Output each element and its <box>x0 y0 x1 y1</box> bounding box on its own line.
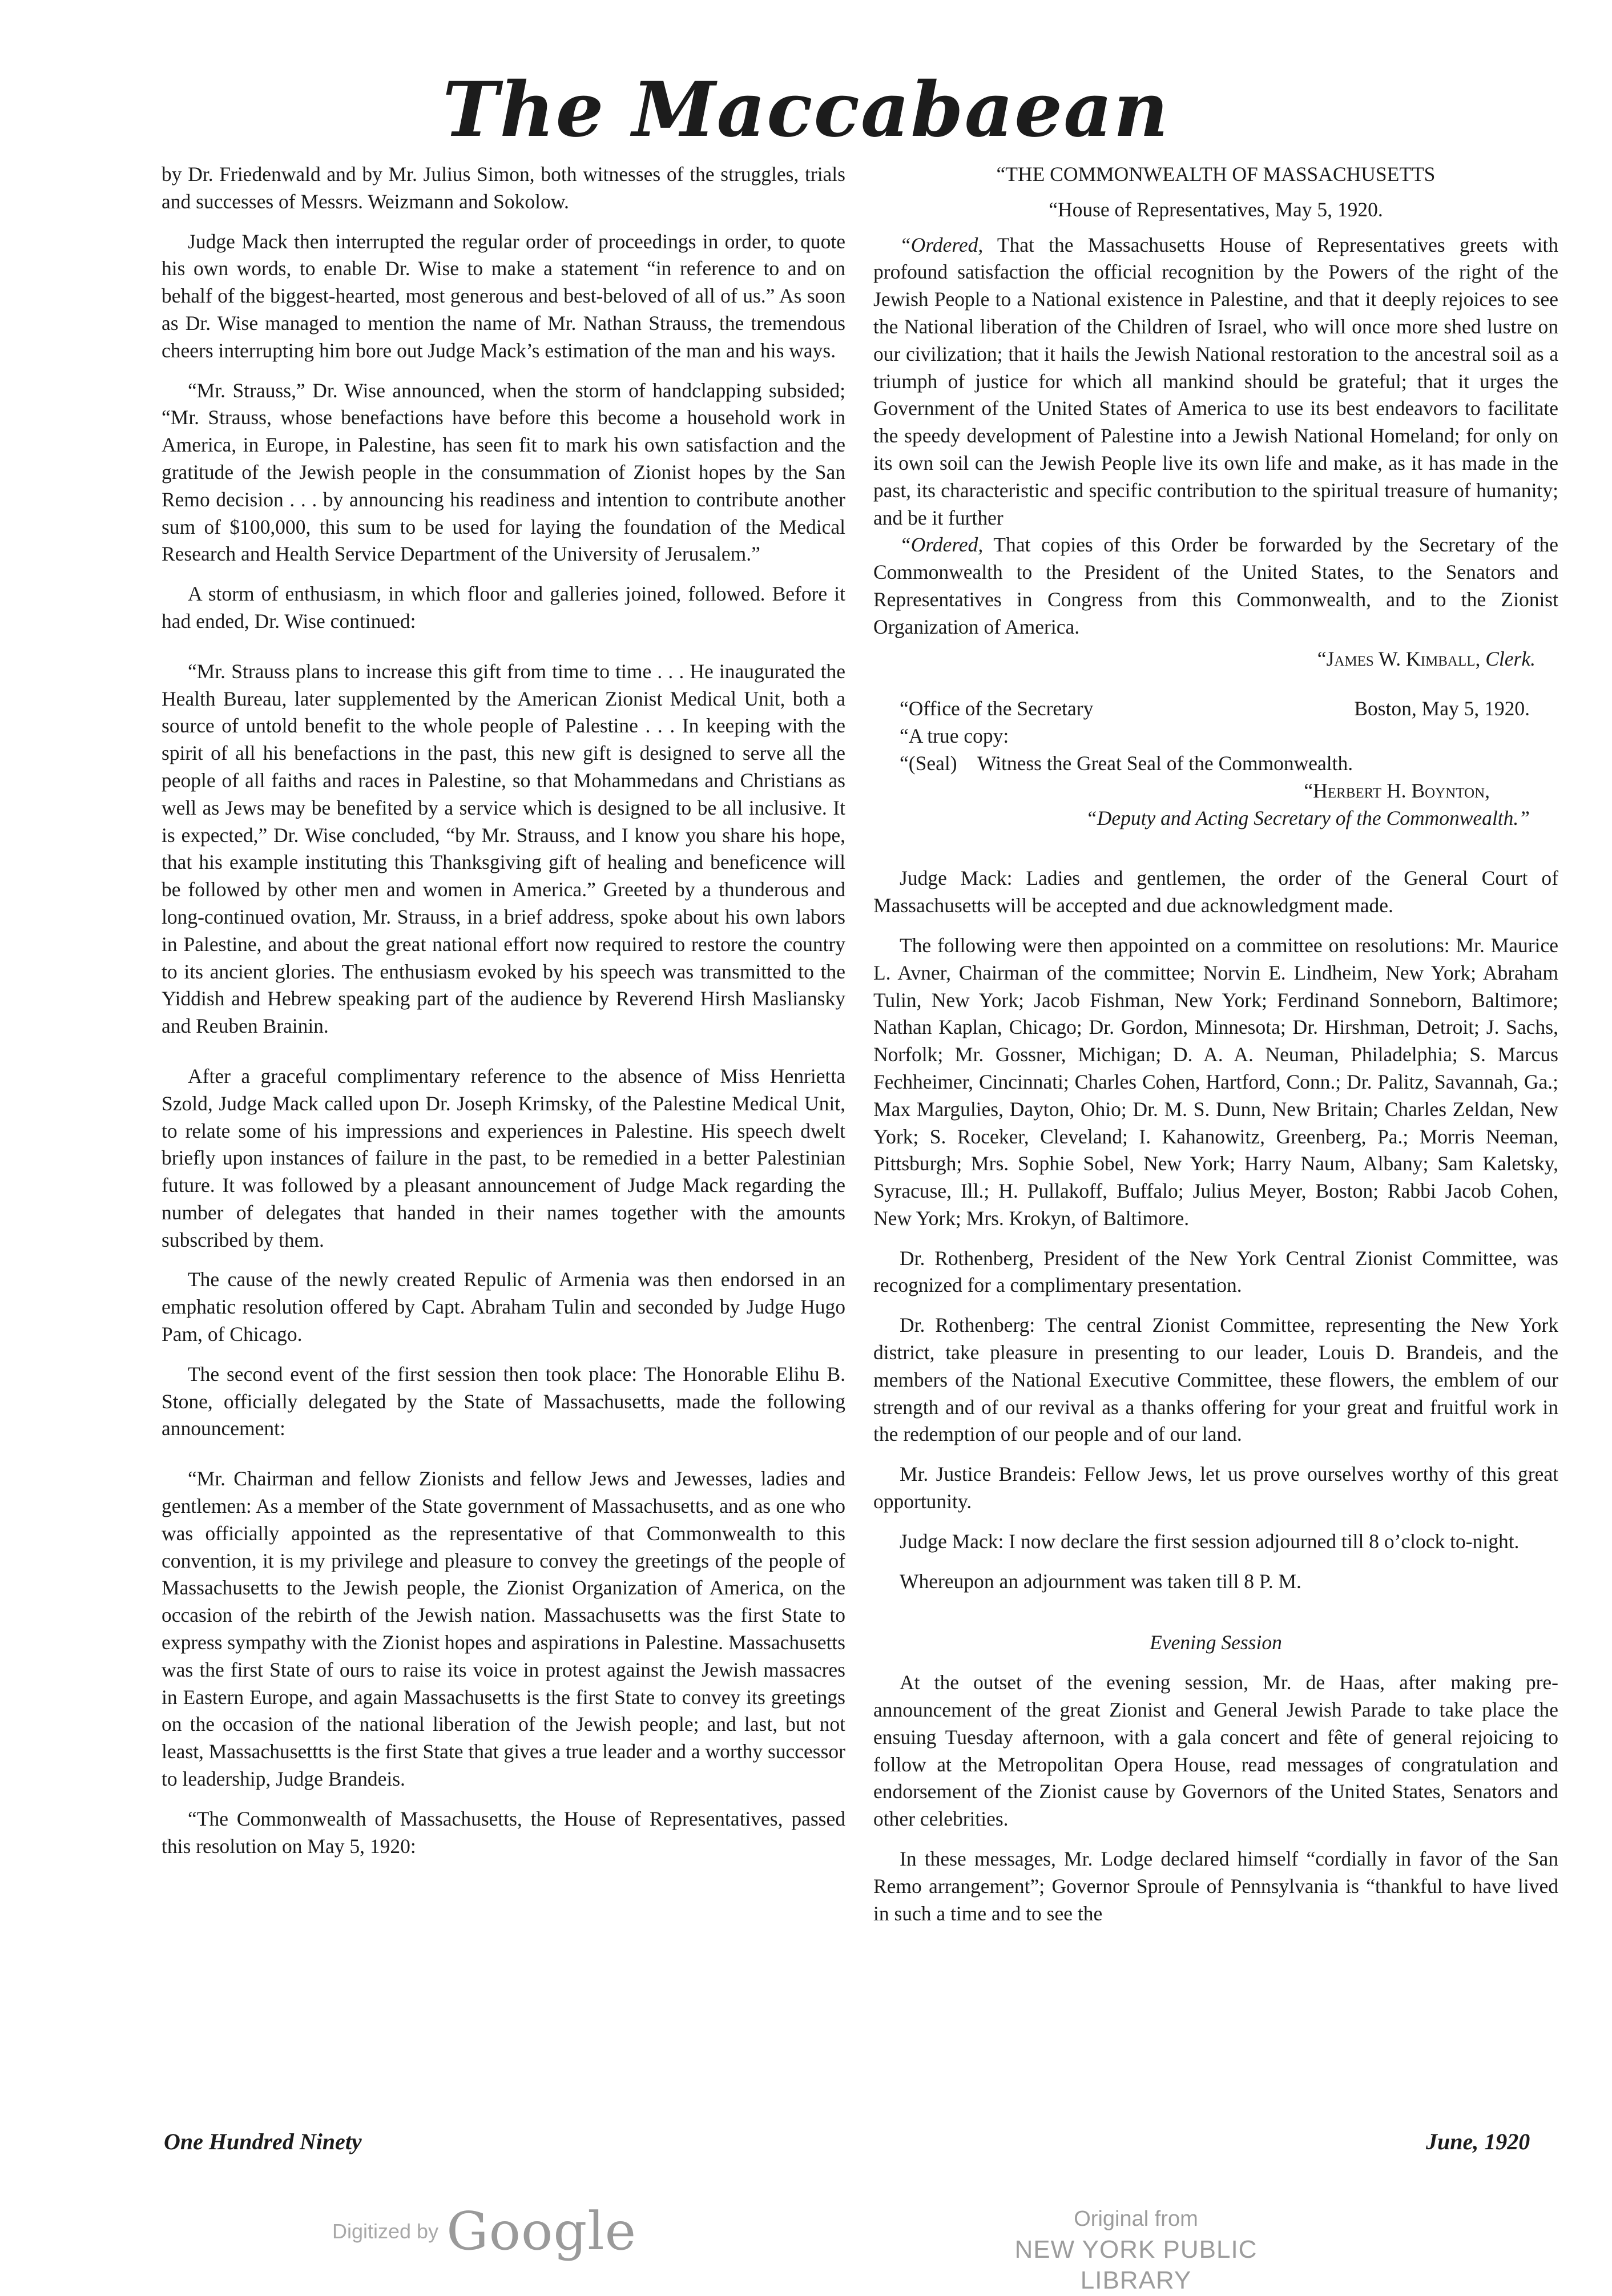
section-heading: Evening Session <box>1150 1631 1282 1654</box>
left-column <box>162 161 845 1872</box>
ordered-paragraph <box>873 531 1558 641</box>
clerk-title: Clerk. <box>1480 647 1536 670</box>
paragraph: In these messages, Mr. Lodge declared himself “cordially in favor of the San Remo arrangement”; Governor Sproule of Pennsylvania is “thankful to have lived in such a time and to see the <box>873 1847 1558 1925</box>
paragraph: “Mr. Chairman and fellow Zionists and fellow Jews and Jewesses, ladies and gentlemen: As a member of the State government of Massachusetts, and as one who was officially appointed as the representative of that Commonwealth to this convention, it is my privilege and pleasure to convey the greetings of the people of Massachusetts to the Jewish people, the Zionist Organization of America, on the occasion of the rebirth of the Jewish nation. Massachusetts was the first State to express sympathy with the Zionist hopes and aspirations in Palestine. Massachusetts was the first State of ours to raise its voice in protest against the Jewish massacres in Eastern Europe, and again Massachusetts is the first State to convey its greetings on the occasion of the national liberation of the Jewish people; and last, but not least, Massachusettts is the first State that gives a true leader and a worthy successor to leadership, Judge Brandeis. <box>162 1467 845 1791</box>
ordered-lead: “Ordered, <box>900 533 984 557</box>
digitized-label: Digitized by <box>332 2219 439 2243</box>
paragraph: “Mr. Strauss,” Dr. Wise announced, when the storm of handclapping subsided; “Mr. Strauss, whose benefactions have before this become a household work in America, in Europe, in Palestine, has seen fit to mark his own satisfaction and the gratitude of the Jewish people in the consummation of Zionist hopes by the San Remo decision . . . by announcing his readiness and intention to contribute another sum of $100,000, this sum to be used for laying the foundation of the Medical Research and Health Service Department of the University of Jerusalem.” <box>162 378 845 566</box>
original-from-label: Original from <box>1074 2207 1198 2231</box>
paragraph: Dr. Rothenberg, President of the New York Central Zionist Committee, was recognized for a complimentary presentation. <box>873 1246 1558 1297</box>
true-copy: “A true copy: <box>900 724 1009 748</box>
paragraph: Dr. Rothenberg: The central Zionist Committee, representing the New York district, take pleasure in presenting to our leader, Louis D. Brandeis, and the members of the National Executive Committee, these flowers, the emblem of our strength and of our revival as a thanks offering for your great and fruitful work in the redemption of our people and of our land. <box>873 1314 1558 1446</box>
paragraph: The second event of the first session then took place: The Honorable Elihu B. Stone, officially delegated by the State of Massachusetts, made the following announcement: <box>162 1362 845 1440</box>
digitized-watermark <box>332 2201 636 2262</box>
paragraph: Whereupon an adjournment was taken till 8 P. M. <box>900 1569 1301 1593</box>
paragraph: After a graceful complimentary reference to the absence of Miss Henrietta Szold, Judge Mack called upon Dr. Joseph Krimsky, of the Palestine Medical Unit, to relate some of his impressions and experiences in Palestine. His speech dwelt briefly upon instances of failure in the past, to be remedied in a better Palestinian future. It was followed by a pleasant announcement of Judge Mack regarding the number of delegates that handed in their names together with the amounts subscribed by them. <box>162 1064 845 1251</box>
right-column <box>873 161 1558 1940</box>
clerk-name: “James W. Kimball, <box>1317 647 1481 670</box>
boynton-title: “Deputy and Acting Secretary of the Commonwealth.” <box>1086 806 1530 829</box>
library-name: NEW YORK PUBLIC LIBRARY <box>1014 2235 1258 2294</box>
paragraph: The cause of the newly created Repulic of Armenia was then endorsed in an emphatic resolution offered by Capt. Abraham Tulin and seconded by Judge Hugo Pam, of Chicago. <box>162 1268 845 1346</box>
issue-date: June, 1920 <box>1426 2129 1530 2154</box>
office-label: “Office of the Secretary <box>900 697 1094 720</box>
paragraph: A storm of enthusiasm, in which floor and galleries joined, followed. Before it had ended, Dr. Wise continued: <box>162 582 845 633</box>
office-date: Boston, May 5, 1920. <box>1354 697 1530 720</box>
ordered-text: That the Massachusetts House of Representatives greets with profound satisfaction the official recognition by the Powers of the right of the Jewish People to a National existence in Palestine, and that it deeply rejoices to see the National liberation of the Children of Israel, who will once more shed lustre on our civilization; that it hails the Jewish National restoration to the ancestral soil as a triumph of justice for which all mankind should be grateful; that it urges the Government of the United States of America to use its best endeavors to facilitate the speedy development of Palestine into a Jewish National Homeland; for only on its own soil can the Jewish People live its own life and make, as it has made in the past, its characteristic and specific contribution to the spiritual treasure of humanity; and be it further <box>873 233 1558 529</box>
resolution-house: “House of Representatives, May 5, 1920. <box>1049 198 1383 221</box>
paragraph: Judge Mack then interrupted the regular order of proceedings in order, to quote his own words, to enable Dr. Wise to make a statement “in reference to and on behalf of the biggest-hearted, most generous and best-beloved of all of us.” As soon as Dr. Wise managed to mention the name of Mr. Nathan Strauss, the tremendous cheers interrupting him bore out Judge Mack’s estimation of the man and his ways. <box>162 229 845 362</box>
paragraph: “Mr. Strauss plans to increase this gift from time to time . . . He inaugurated the Health Bureau, later supplemented by the American Zionist Medical Unit, both a source of untold benefit to the whole people of Palestine . . . In keeping with the spirit of all his benefactions in the past, this new gift is designed to serve all the people of all faiths and races in Palestine, so that Mohammedans and Christians as well as Jews may be benefited by a service which is designed to be all inclusive. It is expected,” Dr. Wise concluded, “by Mr. Strauss, and I know you share his hope, that his example instituting this Thanksgiving gift of healing and beneficence will be followed by other men and women in America.” Greeted by a thunderous and long-continued ovation, Mr. Strauss, in a brief address, spoke about his own labors in Palestine, and about the great national effort now required to restore the country to its ancient glories. The enthusiasm evoked by his speech was transmitted to the Yiddish and Hebrew speaking part of the audience by Reverend Hirsh Masliansky and Reuben Brainin. <box>162 659 845 1038</box>
resolution-title: “THE COMMONWEALTH OF MASSACHUSETTS <box>996 163 1436 186</box>
paragraph: “The Commonwealth of Massachusetts, the House of Representatives, passed this resolution on May 5, 1920: <box>162 1807 845 1858</box>
ordered-paragraph <box>873 232 1558 532</box>
paragraph: At the outset of the evening session, Mr. de Haas, after making pre-announcement of the great Zionist and General Jewish Parade to take place the ensuing Tuesday afternoon, with a gala concert and fête of general rejoicing to follow at the Metropolitan Opera House, read messages of congratulation and endorsement of the Zionist cause by Governors of the United States, Senators and other celebrities. <box>873 1671 1558 1831</box>
paragraph: by Dr. Friedenwald and by Mr. Julius Simon, both witnesses of the struggles, trials and successes of Messrs. Weizmann and Sokolow. <box>162 163 845 213</box>
page-number: One Hundred Ninety <box>164 2129 362 2154</box>
paragraph: The following were then appointed on a committee on resolutions: Mr. Maurice L. Avner, Chairman of the committee; Norvin E. Lindheim, New York; Abraham Tulin, New York; Jacob Fishman, New York; Ferdinand Sonneborn, Baltimore; Nathan Kaplan, Chicago; Dr. Gordon, Minnesota; Dr. Hirshman, Detroit; J. Sachs, Norfolk; Mr. Gossner, Michigan; D. A. A. Neuman, Philadelphia; S. Marcus Fechheimer, Cincinnati; Charles Cohen, Hartford, Conn.; Dr. Palitz, Savannah, Ga.; Max Margulies, Dayton, Ohio; Dr. M. S. Dunn, New Britain; Charles Zeldan, New York; S. Roceker, Cleveland; I. Kahanowitz, Greenberg, Pa.; Morris Neeman, Pittsburgh; Mrs. Sophie Sobel, New York; Harry Naum, Albany; Sam Kaletsky, Syracuse, Ill.; H. Pullakoff, Buffalo; Julius Meyer, Boston; Rabbi Jacob Cohen, New York; Mrs. Krokyn, of Baltimore. <box>873 933 1558 1230</box>
seal-line: “(Seal) Witness the Great Seal of the Commonwealth. <box>900 751 1353 775</box>
masthead-title: The Maccabaean <box>442 66 1170 154</box>
paragraph: Judge Mack: Ladies and gentlemen, the order of the General Court of Massachusetts will be accepted and due acknowledgment made. <box>873 867 1558 917</box>
ordered-text: That copies of this Order be forwarded by the Secretary of the Commonwealth to the President of the United States, to the Senators and Representatives in Congress from this Commonwealth, and to the Zionist Organization of America. <box>873 533 1558 638</box>
ordered-lead: “Ordered, <box>900 233 984 256</box>
paragraph: Mr. Justice Brandeis: Fellow Jews, let us prove ourselves worthy of this great opportunity. <box>873 1463 1558 1513</box>
library-watermark <box>965 2204 1307 2296</box>
office-line <box>873 695 1558 723</box>
boynton-signature: “Herbert H. Boynton, <box>1304 779 1490 802</box>
google-logo: Google <box>446 2201 637 2262</box>
paragraph: Judge Mack: I now declare the first session adjourned till 8 o’clock to-night. <box>900 1529 1520 1553</box>
clerk-signature <box>873 646 1536 673</box>
